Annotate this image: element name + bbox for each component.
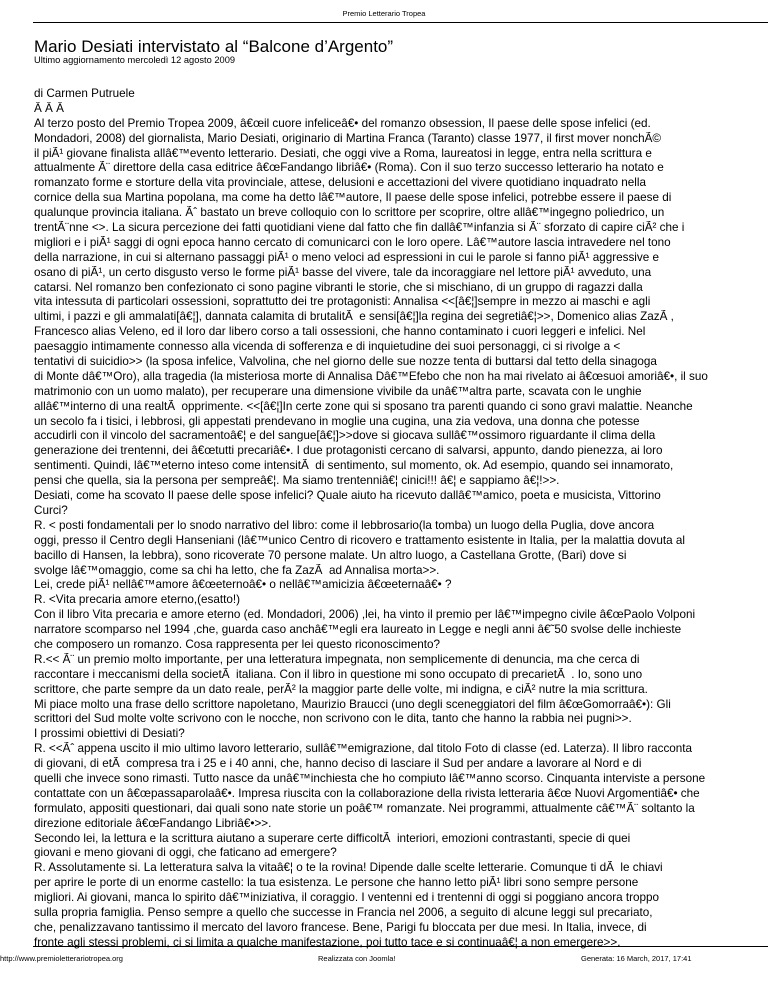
body-line: Desiati, come ha scovato Il paese delle spose infelici? Quale aiuto ha ricevuto dallâ€™amico, poeta e musicista, Vittorino [34, 489, 661, 503]
body-line: migliori e i piÃ¹ saggi di ogni epoca hanno cercato di comunicarci con le loro opere. Lâ€™autore lascia intravedere nel tono [34, 235, 671, 249]
footer-site-link[interactable]: http://www.premioletterariotropea.org [0, 954, 123, 963]
body-line: R. < posti fondamentali per lo snodo narrativo del libro: come il lebbrosario(la tomba) un luogo della Puglia, dove ancora [34, 518, 655, 532]
body-line: per aprire le porte di un enorme castello: la tua esistenza. Le persone che hanno letto piÃ¹ libri sono sempre persone [34, 876, 639, 890]
article-body [34, 87, 768, 951]
body-line: quelli che invece sono rimasti. Tutto nasce da unâ€™inchiesta che ho compiuto lâ€™anno scorso. Cinquanta interviste a persone [34, 771, 706, 785]
body-line: bacillo di Hansen, la lebbra), sono ricoverate 70 persone malate. Un altro luogo, a Castellana Grotte, (Bari) dove si [34, 548, 627, 562]
body-line: migliori. Ai giovani, manca lo spirito dâ€™iniziativa, il coraggio. I ventenni ed i trentenni di oggi si poggiano ancora troppo [34, 891, 659, 905]
body-line: Al terzo posto del Premio Tropea 2009, â€œil cuore infeliceâ€• del romanzo obsession, Il paese delle spose infelici (ed. [34, 116, 651, 130]
body-line: Francesco alias Veleno, ed il loro dar libero corso a tali ossessioni, che hanno contaminato i cuori leggeri e infelici. Nel [34, 325, 646, 339]
footer-credit: Realizzata con Joomla! [318, 954, 396, 963]
body-line: scrittore, che parte sempre da un dato reale, perÃ² la maggior parte delle volte, mi indigna, e ciÃ² nutre la mia scrittura. [34, 682, 648, 696]
body-line: accudirli con il vincolo del sacramentoâ€¦ e del sangue[â€¦]>>dove si giocava sullâ€™ossimoro riguardante il clima della [34, 429, 656, 443]
body-line: sentimenti. Quindi, lâ€™eterno inteso come intensitÃ di sentimento, sul momento, ok. Ad esempio, quando sei innamorato, [34, 459, 674, 473]
body-line: R. Assolutamente si. La letteratura salva la vitaâ€¦ o te la rovina! Dipende dalle scelte letterarie. Comunque ti dÃ le chiavi [34, 861, 663, 875]
body-line: oggi, presso il Centro degli Hanseniani (lâ€™unico Centro di ricovero e trattamento esistente in Italia, per la malattia dovuta al [34, 533, 685, 547]
body-line: contattate con un â€œpassaparolaâ€•. Impresa riuscita con la collaborazione della rivista letteraria â€œ Nuovi Argomentiâ€• che [34, 786, 700, 800]
body-line: generazione dei trentenni, dei â€œtutti precariâ€•. I due protagonisti cercano di salvarsi, appunto, dando pienezza, ai loro [34, 444, 663, 458]
body-line: il piÃ¹ giovane finalista allâ€™evento letterario. Desiati, che oggi vive a Roma, laureatosi in legge, entra nella scrittura e [34, 146, 652, 160]
body-line: giovani e meno giovani di oggi, che faticano ad emergere? [34, 846, 337, 860]
body-line: di giovani, di etÃ compresa tra i 25 e i 40 anni, che, hanno deciso di lasciare il Sud per andare a lavorare al Nord e di [34, 757, 642, 771]
body-line: osano di piÃ¹, un certo disgusto verso le forme piÃ¹ basse del vivere, tale da incoraggiare nel lettore piÃ¹ avveduto, una [34, 265, 652, 279]
page-footer [0, 954, 768, 963]
body-line: Lei, crede piÃ¹ nellâ€™amore â€œeternoâ€• o nellâ€™amicizia â€œeternaâ€• ? [34, 578, 452, 592]
article-title: Mario Desiati intervistato al “Balcone d’Argento” [34, 37, 394, 56]
body-line: cornice della sua Martina popolana, ma come ha detto lâ€™autore, Il paese delle spose infelici, potrebbe essere il paese di [34, 191, 672, 205]
site-header: Premio Letterario Tropea [342, 9, 426, 18]
body-line: paesaggio intimamente connesso alla vicenda di sofferenza e di inquietudine dei suoi personaggi, ci si rivolge a < [34, 340, 621, 354]
body-line: pensi che quella, sia la persona per sempreâ€¦. Ma siamo trentenniâ€¦ cinici!!! â€¦ e sappiamo â€¦!>>. [34, 474, 560, 488]
body-line: allâ€™interno di una realtÃ opprimente. <<[â€¦]In certe zone qui si sposano tra parenti quando ci sono gravi malattie. Neanche [34, 399, 693, 413]
body-line: direzione editoriale â€œFandango Libriâ€•>>. [34, 816, 272, 830]
body-line: Mondadori, 2008) del giornalista, Mario Desiati, originario di Martina Franca (Taranto) classe 1977, il first mover nonchÃ© [34, 131, 662, 145]
body-line: Â Â Â [34, 101, 64, 115]
body-line: qualunque provincia italiana. Ãˆ bastato un breve colloquio con lo scrittore per scoprire, oltre allâ€™ingegno poliedrico, un [34, 206, 665, 220]
body-line: di Carmen Putruele [34, 87, 135, 100]
body-line: vita intessuta di particolari ossessioni, soprattutto dei tre protagonisti: Annalisa <<[â€¦]sempre in mezzo ai maschi e agli [34, 295, 651, 309]
body-line: attualmente Ã¨ direttore della casa editrice â€œFandango libriâ€• (Roma). Con il suo terzo successo letterario ha notato e [34, 161, 664, 175]
body-line: I prossimi obiettivi di Desiati? [34, 727, 185, 741]
body-line: un secolo fa i tisici, i lebbrosi, gli appestati prendevano in moglie una cugina, una zia vedova, una donna che potesse [34, 414, 640, 428]
body-line: trentÃ¨nne <>. La sicura percezione dei fatti quotidiani viene dal fatto che fin dallâ€™infanzia si Ã¨ sforzato di capire ciÃ² che i [34, 221, 685, 235]
body-line: sulla propria famiglia. Penso sempre a quello che successe in Francia nel 2006, a seguito di alcune leggi sul precariato, [34, 905, 653, 919]
body-line: che, penalizzavano tantissimo il mercato del lavoro francese. Bene, Parigi fu bloccata per due mesi. In Italia, invece, di [34, 920, 647, 934]
body-line: scrittori del Sud molte volte scrivono con le nocche, non scrivono con le dita, tanto che hanno la rabbia nei pugni>>. [34, 712, 632, 726]
body-line: raccontare i meccanismi della societÃ italiana. Con il libro in questione mi sono occupato di precarietÃ . Io, sono uno [34, 667, 643, 681]
body-line: narratore scomparso nel 1994 ,che, guarda caso anchâ€™egli era laureato in Legge e negli anni â€˜50 svolse delle inchieste [34, 623, 682, 637]
body-line: Curci? [34, 503, 68, 517]
body-line: tentativi di suicidio>> (la sposa infelice, Valvolina, che nel giorno delle sue nozze tenta di buttarsi dal tetto della sinagoga [34, 355, 657, 369]
footer-divider [33, 946, 768, 947]
body-line: che composero un romanzo. Cosa rappresenta per lei questo riconoscimento? [34, 637, 441, 651]
body-line: R.<< Ã¨ un premio molto importante, per una letteratura impegnata, non semplicemente di denuncia, ma che cerca di [34, 652, 640, 666]
body-line: matrimonio con un uomo malato), per recuperare una dimensione vivibile da unâ€™altra parte, scavata con le unghie [34, 384, 642, 398]
body-line: svolge lâ€™omaggio, come sa chi ha letto, che fa ZazÃ ad Annalisa morta>>. [34, 563, 440, 577]
body-line: Mi piace molto una frase dello scrittore napoletano, Maurizio Braucci (uno degli sceneggiatori del film â€œGomorraâ€•): Gli [34, 697, 671, 711]
body-line: R. <<Ãˆ appena uscito il mio ultimo lavoro letterario, sullâ€™emigrazione, dal titolo Foto di classe (ed. Laterza). Il libro racconta [34, 742, 693, 756]
body-line: Secondo lei, la lettura e la scrittura aiutano a superare certe difficoltÃ interiori, emozioni contrastanti, specie di quei [34, 831, 631, 845]
footer-generated: Generata: 16 March, 2017, 17:41 [581, 954, 692, 963]
body-line: Con il libro Vita precaria e amore eterno (ed. Mondadori, 2006) ,lei, ha vinto il premio per lâ€™impegno civile â€œPaolo Volponi [34, 608, 696, 622]
body-line: catarsi. Nel romanzo ben confezionato ci sono pagine vibranti le storie, che si mischiano, di un gruppo di ragazzi dalla [34, 280, 643, 294]
last-updated: Ultimo aggiornamento mercoledì 12 agosto 2009 [34, 55, 236, 65]
body-line: formulato, appositi questionari, dai quali sono nate storie un poâ€™ romanzate. Nei programmi, attualmente câ€™Ã¨ soltanto la [34, 801, 695, 815]
header-divider [33, 22, 768, 23]
body-line: R. <Vita precaria amore eterno,(esatto!) [34, 593, 241, 607]
body-line: romanzato forme e storture della vita provinciale, attese, delusioni e accettazioni del vivere quotidiano inquadrato nella [34, 176, 647, 190]
body-line: della narrazione, in cui si alternano passaggi piÃ¹ o meno veloci ad espressioni in cui le parole si fanno piÃ¹ aggressive e [34, 250, 659, 264]
body-line: di Monte dâ€™Oro), alla tragedia (la misteriosa morte di Annalisa Dâ€™Efebo che non ha mai rivelato ai â€œsuoi amoriâ€•, il suo [34, 369, 708, 383]
body-line: fronte agli stessi problemi, ci si limita a qualche manifestazione, poi tutto tace e si continuaâ€¦ a non emergere>>. [34, 935, 621, 949]
body-line: ultimi, i pazzi e gli ammalati[â€¦], dannata calamita di brutalitÃ e sensi[â€¦]la regina dei segretiâ€¦>>, Domenico alias ZazÃ , [34, 310, 674, 324]
